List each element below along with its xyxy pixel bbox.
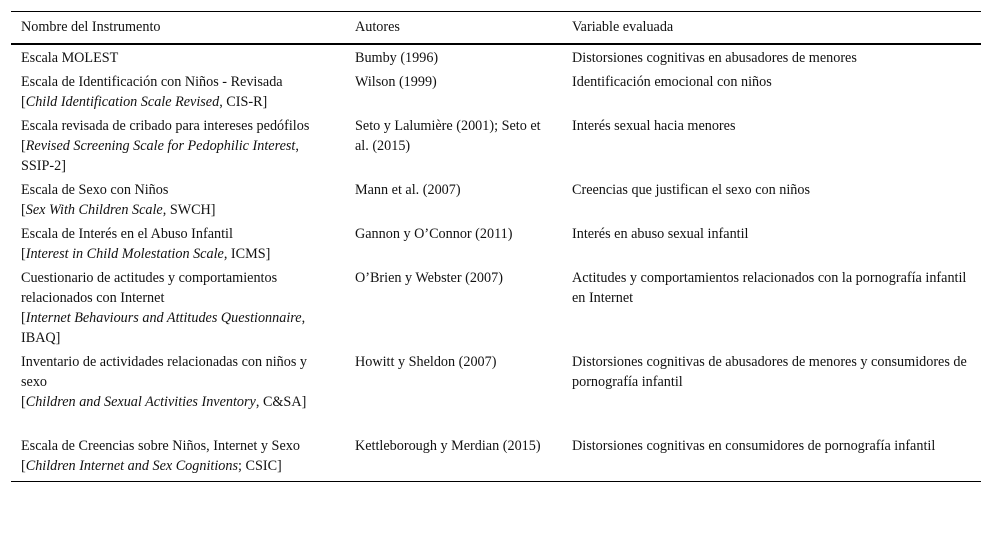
authors-cell: Kettleborough y Merdian (2015)	[355, 438, 541, 454]
instrument-cell: Escala revisada de cribado para intereses pedófilos [Revised Screening Scale for Pedophilic Interest, SSIP-2]	[21, 118, 310, 174]
instrument-cell: Escala de Creencias sobre Niños, Internet y Sexo [Children Internet and Sex Cognitions; CSIC]	[21, 438, 300, 474]
instrument-cell: Escala de Identificación con Niños - Revisada [Child Identification Scale Revised, CIS-R]	[21, 74, 283, 110]
instrument-cell: Cuestionario de actitudes y comportamientos relacionados con Internet [Internet Behaviours and Attitudes Questionnaire, IBAQ]	[21, 270, 306, 346]
table-body	[11, 44, 981, 482]
authors-cell: Wilson (1999)	[355, 74, 437, 90]
instrument-name: Escala de Creencias sobre Niños, Internet y Sexo	[21, 438, 300, 454]
instrument-name: Escala MOLEST	[21, 50, 119, 66]
variable-cell: Distorsiones cognitivas de abusadores de menores y consumidores de pornografía infantil	[572, 354, 967, 390]
instrument-name: Escala de Interés en el Abuso Infantil	[21, 226, 233, 242]
variable-cell: Distorsiones cognitivas en abusadores de menores	[572, 50, 857, 66]
header-authors: Autores	[355, 19, 400, 35]
instrument-abbreviation: , SSIP-2]	[21, 138, 299, 174]
instrument-english-name: Children Internet and Sex Cognitions	[25, 458, 238, 474]
instrument-abbreviation: , C&SA]	[255, 394, 307, 410]
authors-cell: Howitt y Sheldon (2007)	[355, 354, 497, 370]
table-row	[11, 179, 981, 223]
table-row	[11, 415, 981, 482]
instrument-name: Escala de Identificación con Niños - Revisada	[21, 74, 283, 90]
instrument-abbreviation: , SWCH]	[162, 202, 216, 218]
instrument-cell: Escala de Sexo con Niños [Sex With Children Scale, SWCH]	[21, 182, 216, 218]
table-row	[11, 115, 981, 179]
instrument-abbreviation: , CIS-R]	[219, 94, 268, 110]
variable-cell: Interés sexual hacia menores	[572, 118, 736, 134]
header-row	[11, 12, 981, 45]
instrument-name: Inventario de actividades relacionadas con niños y sexo	[21, 354, 308, 390]
authors-cell: Seto y Lalumière (2001); Seto et al. (2015)	[355, 118, 541, 154]
instrument-cell	[11, 44, 345, 71]
instrument-english-name: Revised Screening Scale for Pedophilic Interest	[25, 138, 296, 154]
table-row	[11, 351, 981, 415]
header-instrument: Nombre del Instrumento	[21, 19, 161, 35]
instrument-cell: Inventario de actividades relacionadas con niños y sexo [Children and Sexual Activities Inventory, C&SA]	[21, 354, 308, 410]
table-row	[11, 223, 981, 267]
authors-cell: Bumby (1996)	[355, 50, 439, 66]
instrument-cell: Escala de Interés en el Abuso Infantil [Interest in Child Molestation Scale, ICMS]	[21, 226, 271, 262]
table-row	[11, 44, 981, 71]
variable-cell: Interés en abuso sexual infantil	[572, 226, 749, 242]
table-row	[11, 71, 981, 115]
instrument-abbreviation: , IBAQ]	[21, 310, 306, 346]
instrument-name: Escala de Sexo con Niños	[21, 182, 169, 198]
variable-cell: Identificación emocional con niños	[572, 74, 772, 90]
instrument-abbreviation: , ICMS]	[223, 246, 271, 262]
instruments-table	[11, 11, 981, 482]
instrument-english-name: Interest in Child Molestation Scale	[25, 246, 224, 262]
instrument-name: Cuestionario de actitudes y comportamientos relacionados con Internet	[21, 270, 278, 306]
authors-cell: Mann et al. (2007)	[355, 182, 461, 198]
instrument-name: Escala revisada de cribado para intereses pedófilos	[21, 118, 310, 134]
authors-cell: Gannon y O’Connor (2011)	[355, 226, 513, 242]
instrument-english-name: Child Identification Scale Revised	[25, 94, 220, 110]
instrument-abbreviation: ; CSIC]	[238, 458, 282, 474]
variable-cell: Distorsiones cognitivas en consumidores de pornografía infantil	[572, 438, 936, 454]
variable-cell: Creencias que justifican el sexo con niños	[572, 182, 810, 198]
authors-cell: O’Brien y Webster (2007)	[355, 270, 503, 286]
header-variable: Variable evaluada	[572, 19, 674, 35]
instrument-english-name: Children and Sexual Activities Inventory	[25, 394, 256, 410]
table-header	[11, 12, 981, 45]
table-row	[11, 267, 981, 351]
instrument-english-name: Internet Behaviours and Attitudes Questionnaire	[25, 310, 302, 326]
instrument-english-name: Sex With Children Scale	[25, 202, 163, 218]
variable-cell: Actitudes y comportamientos relacionados con la pornografía infantil en Internet	[572, 270, 967, 306]
